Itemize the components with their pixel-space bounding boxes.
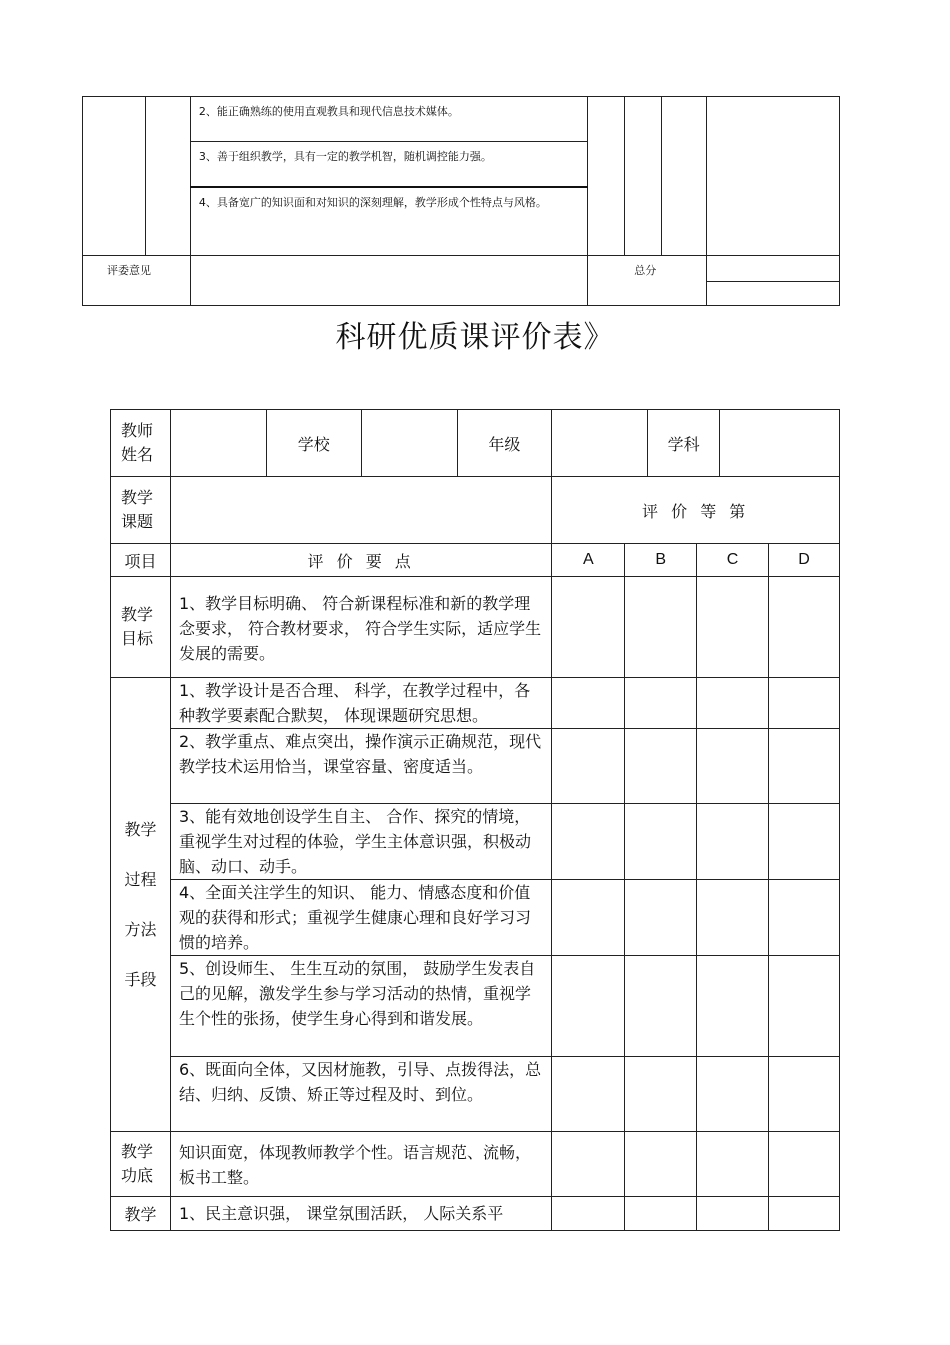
process-category-line: 手段: [124, 969, 157, 989]
grade-c-header: C: [697, 544, 769, 577]
teacher-name-field[interactable]: [170, 410, 266, 477]
rating-cell[interactable]: [697, 678, 769, 729]
rating-cell[interactable]: [769, 1057, 840, 1132]
last-row-criterion: 1、民主意识强， 课堂氛围活跃， 人际关系平: [170, 1197, 551, 1231]
rating-cell[interactable]: [769, 956, 840, 1057]
judge-opinion-label: 评委意见: [83, 256, 191, 306]
foundation-criterion: 知识面宽，体现教师教学个性。语言规范、流畅，板书工整。: [170, 1132, 551, 1197]
rating-cell[interactable]: [625, 678, 697, 729]
process-criterion: 1、教学设计是否合理、 科学，在教学过程中，各种教学要素配合默契， 体现课题研究思想。: [170, 678, 551, 729]
grade-b-header: B: [625, 544, 697, 577]
score-cell: [625, 97, 662, 256]
last-row-category: 教学: [111, 1197, 171, 1231]
evaluation-points-header: 评 价 要 点: [170, 544, 551, 577]
blank-cell: [83, 97, 146, 256]
objective-criterion: 1、教学目标明确、 符合新课程标准和新的教学理念要求， 符合教材要求， 符合学生实际，适应学生发展的需要。: [170, 577, 551, 678]
process-criterion: 6、既面向全体，又因材施教，引导、点拨得法，总结、归纳、反馈、矫正等过程及时、到位。: [170, 1057, 551, 1132]
rating-cell[interactable]: [769, 729, 840, 804]
rating-cell[interactable]: [552, 1132, 625, 1197]
judge-opinion-field[interactable]: [190, 256, 587, 306]
criterion-row: 2、能正确熟练的使用直观教具和现代信息技术媒体。: [190, 97, 587, 142]
subject-field[interactable]: [720, 410, 840, 477]
total-score-label: 总分: [588, 256, 707, 306]
rating-cell[interactable]: [552, 678, 625, 729]
rating-level-header: 评 价 等 第: [552, 477, 840, 544]
subject-label: 学科: [648, 410, 720, 477]
rating-cell[interactable]: [769, 1197, 840, 1231]
rating-cell[interactable]: [769, 678, 840, 729]
rating-cell[interactable]: [625, 1057, 697, 1132]
rating-cell[interactable]: [769, 577, 840, 678]
rating-cell[interactable]: [625, 1197, 697, 1231]
rating-cell[interactable]: [697, 880, 769, 956]
total-score-field[interactable]: [707, 282, 840, 306]
page-title: 科研优质课评价表》: [335, 320, 615, 355]
process-criterion: 5、创设师生、 生生互动的氛围， 鼓励学生发表自己的见解，激发学生参与学习活动的热情，重视学生个性的张扬，使学生身心得到和谐发展。: [170, 956, 551, 1057]
grade-d-header: D: [769, 544, 840, 577]
rating-cell[interactable]: [625, 1132, 697, 1197]
grade-level-label: 年级: [457, 410, 552, 477]
process-category: [111, 678, 171, 1132]
criterion-row: 4、具备宽广的知识面和对知识的深刻理解，教学形成个性特点与风格。: [190, 187, 587, 256]
grade-a-header: A: [552, 544, 625, 577]
rating-cell[interactable]: [625, 880, 697, 956]
rating-cell[interactable]: [552, 1057, 625, 1132]
rating-cell[interactable]: [552, 804, 625, 880]
rating-cell[interactable]: [697, 1057, 769, 1132]
rating-cell[interactable]: [697, 577, 769, 678]
rating-cell[interactable]: [697, 1197, 769, 1231]
previous-evaluation-table: [82, 96, 840, 306]
rating-cell[interactable]: [697, 804, 769, 880]
blank-cell: [145, 97, 190, 256]
teacher-name-label: 教师姓名: [111, 410, 171, 477]
grade-level-field[interactable]: [552, 410, 648, 477]
rating-cell[interactable]: [625, 804, 697, 880]
rating-cell[interactable]: [697, 729, 769, 804]
foundation-category: 教学功底: [111, 1132, 171, 1197]
rating-cell[interactable]: [625, 729, 697, 804]
score-cell: [707, 97, 840, 256]
process-category-line: 方法: [124, 919, 157, 939]
process-criterion: 4、全面关注学生的知识、 能力、情感态度和价值观的获得和形式；重视学生健康心理和良好学习习惯的培养。: [170, 880, 551, 956]
rating-cell[interactable]: [625, 956, 697, 1057]
rating-cell[interactable]: [769, 1132, 840, 1197]
item-header: 项目: [111, 544, 171, 577]
school-label: 学校: [266, 410, 361, 477]
lesson-topic-label: 教学课题: [111, 477, 171, 544]
criterion-row: 3、善于组织教学，具有一定的教学机智，随机调控能力强。: [190, 142, 587, 187]
lesson-topic-field[interactable]: [170, 477, 551, 544]
rating-cell[interactable]: [769, 880, 840, 956]
rating-cell[interactable]: [552, 729, 625, 804]
rating-cell[interactable]: [697, 1132, 769, 1197]
evaluation-table: [110, 409, 840, 1231]
process-category-line: 教学: [124, 819, 157, 839]
rating-cell[interactable]: [697, 956, 769, 1057]
rating-cell[interactable]: [552, 880, 625, 956]
score-cell: [662, 97, 707, 256]
objective-category: 教学目标: [111, 577, 171, 678]
process-criterion: 3、能有效地创设学生自主、 合作、探究的情境，重视学生对过程的体验，学生主体意识强，积极动脑、动口、动手。: [170, 804, 551, 880]
rating-cell[interactable]: [625, 577, 697, 678]
school-field[interactable]: [361, 410, 457, 477]
rating-cell[interactable]: [552, 956, 625, 1057]
rating-cell[interactable]: [769, 804, 840, 880]
rating-cell[interactable]: [552, 1197, 625, 1231]
score-cell: [588, 97, 625, 256]
process-criterion: 2、教学重点、难点突出，操作演示正确规范，现代教学技术运用恰当，课堂容量、密度适当。: [170, 729, 551, 804]
process-category-line: 过程: [124, 869, 157, 889]
rating-cell[interactable]: [552, 577, 625, 678]
total-score-field[interactable]: [707, 256, 840, 282]
